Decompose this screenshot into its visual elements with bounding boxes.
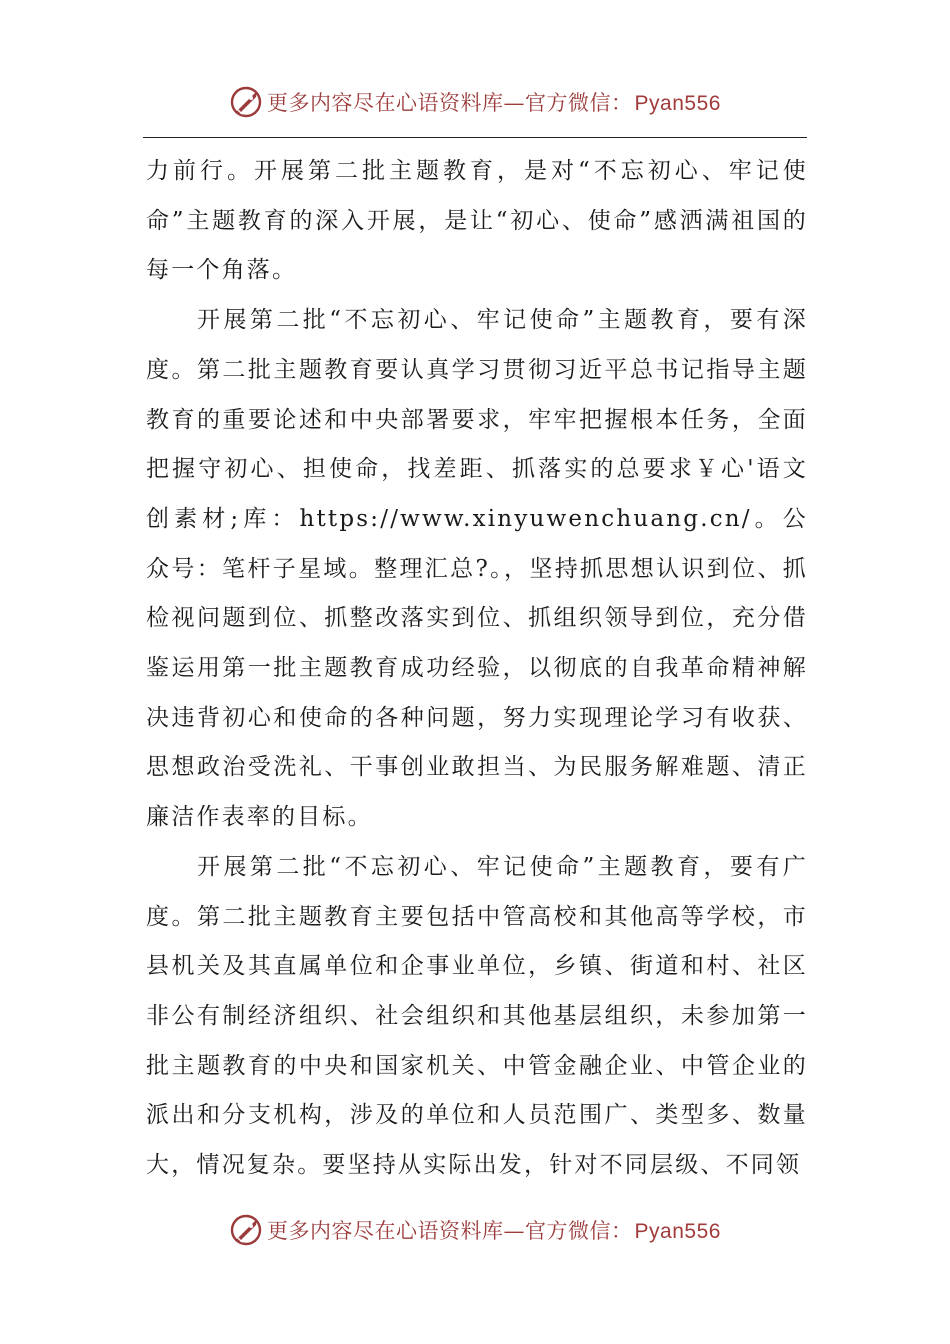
- pen-logo-icon: [229, 1213, 263, 1247]
- footer-banner-text: [267, 1215, 721, 1245]
- header-wechat-id: Pyan556: [634, 92, 721, 115]
- paragraph-1: 力前行。开展第二批主题教育，是对“不忘初心、牢记使命”主题教育的深入开展，是让“初心、使命”感洒满祖国的每一个角落。: [146, 158, 808, 284]
- paragraph-3: 开展第二批“不忘初心、牢记使命”主题教育，要有广度。第二批主题教育主要包括中管高校和其他高等学校，市县机关及其直属单位和企事业单位，乡镇、街道和村、社区非公有制经济组织、社会组织和其他基层组织，未参加第一批主题教育的中央和国家机关、中管金融企业、中管企业的派出和分支机构，涉及的单位和人员范围广、类型多、数量大，情况复杂。要坚持从实际出发，针对不同层级、不同领: [146, 853, 808, 1179]
- footer-banner-label: 更多内容尽在心语资料库—官方微信：: [267, 1219, 633, 1243]
- paragraph-2: 开展第二批“不忘初心、牢记使命”主题教育，要有深度。第二批主题教育要认真学习贯彻习近平总书记指导主题教育的重要论述和中央部署要求，牢牢把握根本任务，全面把握守初心、担使命，找差距、抓落实的总要求￥心'语文创素材;库：https://www.xinyuwenchuang.cn/。公众号：笔杆子星域。整理汇总?。，坚持抓思想认识到位、抓检视问题到位、抓整改落实到位、抓组织领导到位，充分借鉴运用第一批主题教育成功经验，以彻底的自我革命精神解决违背初心和使命的各种问题，努力实现理论学习有收获、思想政治受洗礼、干事创业敢担当、为民服务解难题、清正廉洁作表率的目标。: [146, 307, 808, 831]
- document-body: [146, 147, 808, 1191]
- header-banner-label: 更多内容尽在心语资料库—官方微信：: [267, 91, 633, 115]
- pen-logo-icon: [229, 85, 263, 119]
- header-divider: [143, 137, 807, 138]
- header-banner-text: [267, 87, 721, 117]
- header-banner: [0, 80, 950, 124]
- footer-banner: [0, 1208, 950, 1252]
- footer-wechat-id: Pyan556: [634, 1220, 721, 1243]
